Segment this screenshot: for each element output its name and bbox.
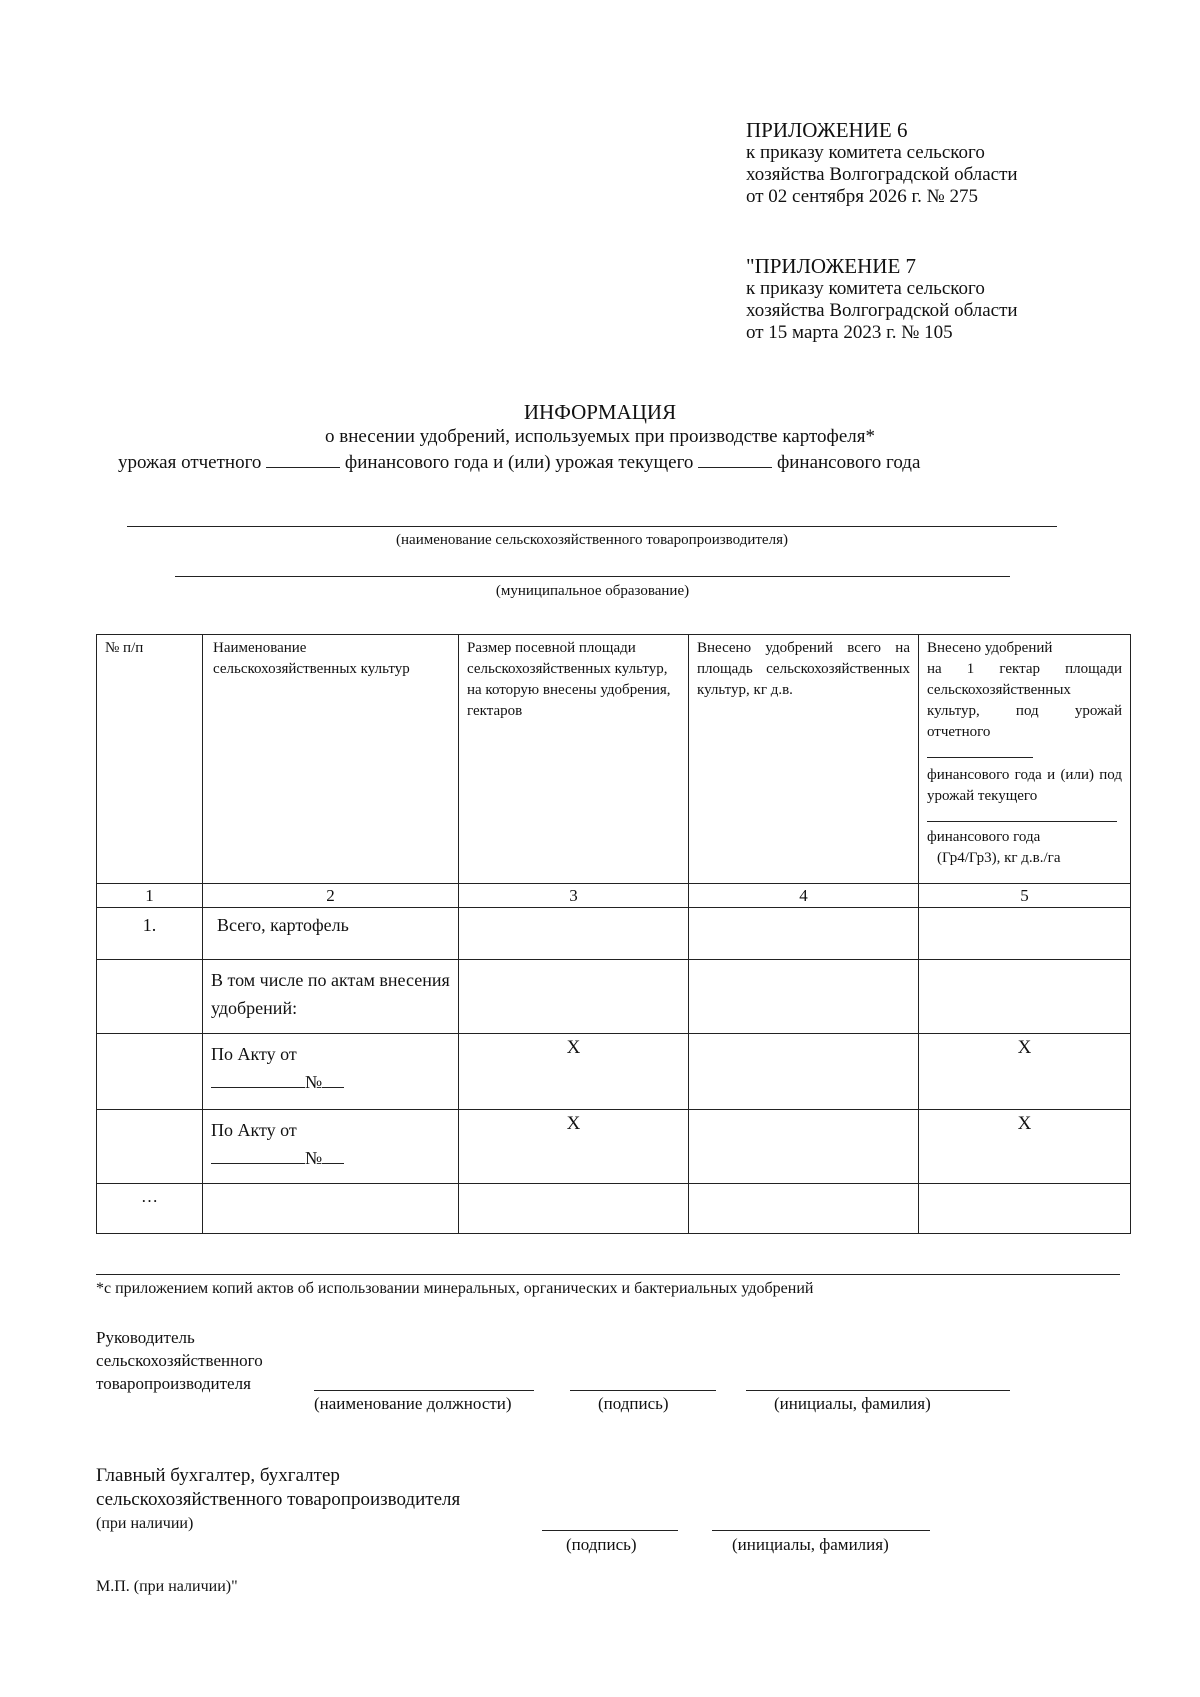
annex-current-line: к приказу комитета сельского (746, 142, 985, 163)
head-title-line: сельскохозяйственного (96, 1351, 263, 1370)
column-number: 1 (97, 884, 203, 908)
accountant-signatory (96, 1464, 460, 1536)
act-date-blank[interactable] (211, 1073, 305, 1088)
row-number (97, 1110, 203, 1184)
row-area-cell[interactable] (459, 1184, 689, 1234)
row-number (97, 1034, 203, 1110)
position-caption: (наименование должности) (314, 1394, 512, 1413)
row-total-cell[interactable] (689, 1034, 919, 1110)
head-title-line: товаропроизводителя (96, 1374, 251, 1393)
column-number: 2 (203, 884, 459, 908)
accountant-signature-caption: (подпись) (566, 1535, 637, 1554)
signature-caption: (подпись) (598, 1394, 669, 1413)
header5-title: Внесено удобрений (927, 640, 1053, 656)
annex-previous-line: к приказу комитета сельского (746, 278, 985, 299)
act-date-blank[interactable] (211, 1149, 305, 1164)
period-text-b: финансового года и (или) урожая текущего (344, 452, 694, 473)
row-per-hectare-cell[interactable] (919, 908, 1131, 960)
row-number: … (97, 1184, 203, 1234)
municipality-line[interactable] (175, 576, 1010, 577)
stamp-note: М.П. (при наличии)" (96, 1578, 238, 1595)
initials-line[interactable] (746, 1390, 1010, 1391)
annex-current (746, 118, 1018, 208)
header5-part1: на 1 гектар площади сельскохозяйственных культур, под урожай отчетного (927, 661, 1122, 740)
row-name (203, 1034, 459, 1110)
header-cell: № п/п (97, 635, 203, 884)
head-signatory (96, 1326, 263, 1395)
accountant-note: (при наличии) (96, 1515, 194, 1532)
annex-current-line: от 02 сентября 2026 г. № 275 (746, 186, 979, 207)
row-per-hectare-cell: X (919, 1034, 1131, 1110)
accountant-initials-line[interactable] (712, 1530, 930, 1531)
column-numbers-row (97, 884, 1131, 908)
accountant-title-line: Главный бухгалтер, бухгалтер (96, 1465, 340, 1486)
producer-name-line[interactable] (127, 526, 1057, 527)
act-label: По Акту от (211, 1044, 297, 1064)
document-title: ИНФОРМАЦИЯ (523, 400, 677, 424)
header5-part3: финансового года (927, 829, 1041, 845)
row-total-cell[interactable] (689, 1110, 919, 1184)
period-text-c: финансового года (776, 452, 921, 473)
current-year-blank[interactable] (698, 453, 772, 468)
fertilizer-table (96, 634, 1131, 1234)
annex-previous (746, 254, 1018, 344)
accountant-initials-caption: (инициалы, фамилия) (732, 1535, 889, 1554)
header5-blank2 (927, 807, 1117, 822)
row-per-hectare-cell: X (919, 1110, 1131, 1184)
table-header-row (97, 635, 1131, 884)
annex-previous-line: хозяйства Волгоградской области (746, 300, 1018, 321)
header5-part2: финансового года и (или) под урожай текущего (927, 767, 1122, 804)
act-number-label: № (305, 1072, 323, 1092)
annex-previous-title: "ПРИЛОЖЕНИЕ 7 (746, 254, 917, 278)
accountant-signature-line[interactable] (542, 1530, 678, 1531)
row-total-cell[interactable] (689, 960, 919, 1034)
column-number: 3 (459, 884, 689, 908)
table-row (97, 1110, 1131, 1184)
header-cell: Внесено удобрений всего на площадь сельскохозяйственных культур, кг д.в. (689, 635, 919, 884)
table-row (97, 960, 1131, 1034)
period-text-a: урожая отчетного (118, 452, 262, 473)
table-row (97, 1184, 1131, 1234)
row-area-cell[interactable] (459, 960, 689, 1034)
header5-part4: (Гр4/Гр3), кг д.в./га (937, 850, 1061, 866)
annex-current-title: ПРИЛОЖЕНИЕ 6 (746, 118, 908, 142)
signature-line[interactable] (570, 1390, 716, 1391)
initials-caption: (инициалы, фамилия) (774, 1394, 931, 1413)
act-number-blank[interactable] (322, 1073, 344, 1088)
document-subtitle: о внесении удобрений, используемых при производстве картофеля* (324, 426, 876, 447)
document-period-line (118, 452, 920, 474)
column-number: 4 (689, 884, 919, 908)
row-number: 1. (97, 908, 203, 960)
row-number (97, 960, 203, 1034)
row-total-cell[interactable] (689, 908, 919, 960)
producer-caption: (наименование сельскохозяйственного товаропроизводителя) (396, 532, 788, 548)
annex-current-line: хозяйства Волгоградской области (746, 164, 1018, 185)
header5-blank1 (927, 743, 1122, 765)
reporting-year-blank[interactable] (266, 453, 340, 468)
column-number: 5 (919, 884, 1131, 908)
act-number-label: № (305, 1148, 323, 1168)
row-per-hectare-cell[interactable] (919, 1184, 1131, 1234)
row-total-cell[interactable] (689, 1184, 919, 1234)
accountant-title-line: сельскохозяйственного товаропроизводителя (96, 1489, 461, 1510)
header-cell: Наименование сельскохозяйственных культур (203, 635, 459, 884)
row-name (203, 1110, 459, 1184)
position-line[interactable] (314, 1390, 534, 1391)
annex-previous-line: от 15 марта 2023 г. № 105 (746, 322, 953, 343)
row-area-cell: X (459, 1110, 689, 1184)
act-number-blank[interactable] (322, 1149, 344, 1164)
row-area-cell[interactable] (459, 908, 689, 960)
footnote-divider (96, 1274, 1120, 1275)
act-label: По Акту от (211, 1120, 297, 1140)
row-name: Всего, картофель (203, 908, 459, 960)
municipality-caption: (муниципальное образование) (495, 583, 690, 599)
row-per-hectare-cell[interactable] (919, 960, 1131, 1034)
head-title-line: Руководитель (96, 1328, 195, 1347)
table-row (97, 908, 1131, 960)
header-cell (919, 635, 1131, 884)
header-cell: Размер посевной площади сельскохозяйственных культур, на которую внесены удобрения, гектаров (459, 635, 689, 884)
row-name: В том числе по актам внесения удобрений: (203, 960, 459, 1034)
row-area-cell: X (459, 1034, 689, 1110)
table-row (97, 1034, 1131, 1110)
footnote: *с приложением копий актов об использовании минеральных, органических и бактериальных удобрений (96, 1280, 814, 1297)
row-name[interactable] (203, 1184, 459, 1234)
